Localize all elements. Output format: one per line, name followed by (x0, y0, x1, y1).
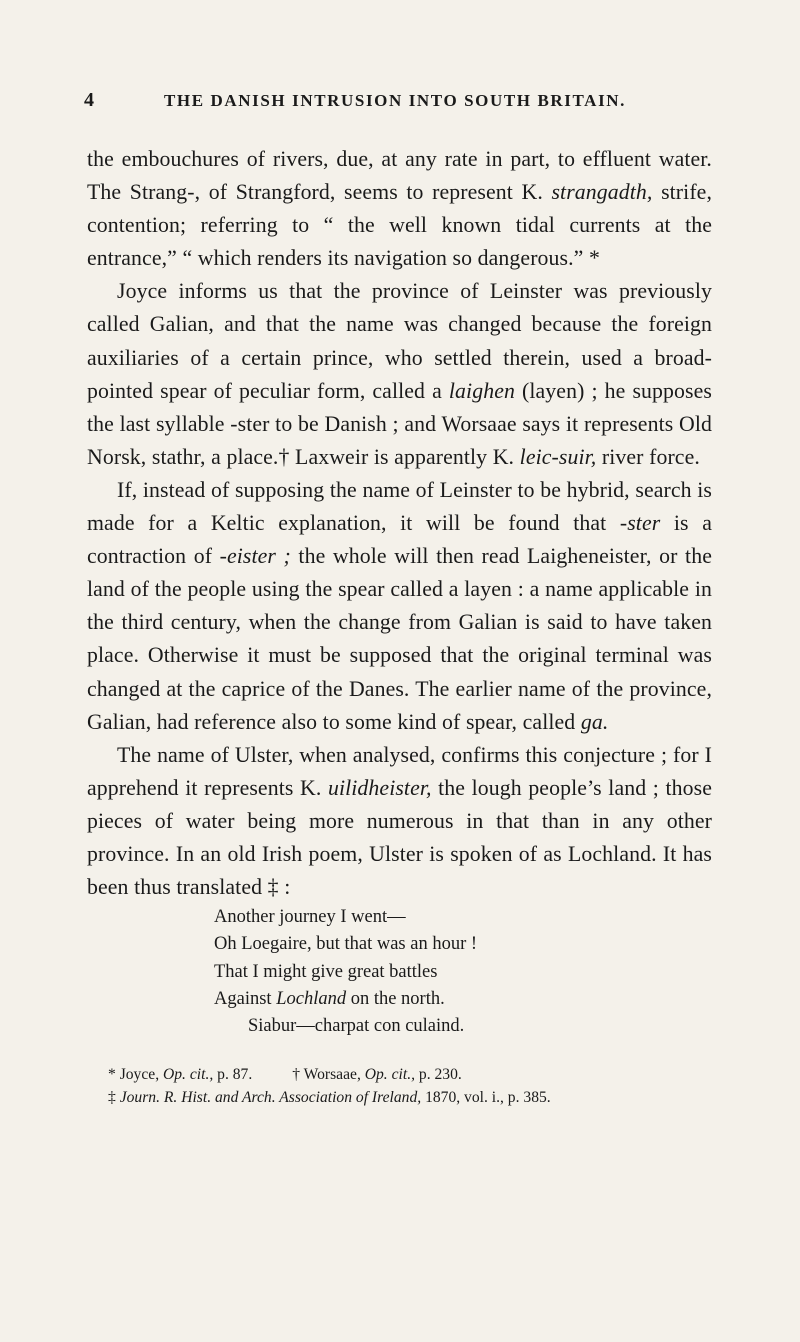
p1-italic-strangadth: strangadth, (551, 180, 653, 205)
footnote-1 (108, 1066, 252, 1083)
p2-text-a: Joyce informs us that the province of Leinster was previously called Galian, and that the name was changed because the foreign auxiliaries of a certain prince, who settled therein, used a broad-pointed spear of peculiar form, called a (87, 279, 712, 403)
footnote-1-mark: * (108, 1066, 116, 1083)
verse-line-4 (214, 986, 714, 1013)
verse-line-4-c: on the north. (346, 988, 445, 1009)
p3-italic-ster: -ster (619, 511, 661, 536)
p1-text-a: the embouchures of rivers, due, at any rate in part, to effluent water. The Strang-, of Strangford, seems to represent K. (87, 147, 712, 205)
footnote-1-author: Joyce, (115, 1066, 163, 1083)
body-text (87, 143, 712, 904)
paragraph-4 (87, 739, 712, 904)
footnote-1-page: p. 87. (213, 1066, 253, 1083)
footnote-2-citation: Op. cit., (364, 1066, 415, 1083)
p2-italic-laighen: laighen (448, 378, 515, 403)
running-head: THE DANISH INTRUSION INTO SOUTH BRITAIN. (163, 91, 627, 110)
poem-quotation (214, 904, 714, 1040)
footnote-3-journal: Journ. R. Hist. and Arch. Association of Ireland, (115, 1089, 422, 1106)
verse-line-5: Siabur—charpat con culaind. (248, 1016, 465, 1037)
p3-italic-ga: ga. (580, 709, 609, 734)
paragraph-1 (87, 143, 712, 275)
page-number: 4 (84, 89, 94, 111)
paragraph-2 (87, 275, 712, 474)
footnote-3-rest: 1870, vol. i., p. 385. (421, 1089, 551, 1106)
p2-text-c: (layen) ; he supposes the last syllable -ster to be Danish ; and Worsaae says it represents Old Norsk, stathr, a place.† Laxweir is apparently K. (87, 378, 712, 469)
footnote-2-mark: † (292, 1066, 301, 1083)
verse-line-4-a: Against (214, 988, 277, 1009)
footnote-2-page: p. 230. (415, 1066, 462, 1083)
footnote-2-author: Worsaae, (300, 1066, 365, 1083)
verse-line-3: That I might give great battles (214, 961, 438, 982)
verse-line-1: Another journey I went— (214, 907, 406, 927)
footnote-row-2 (108, 1086, 728, 1109)
footnote-2 (292, 1066, 462, 1083)
footnote-3-mark: ‡ (108, 1089, 116, 1106)
p2-italic-leic-suir: leic-suir, (519, 444, 597, 469)
footnote-3 (108, 1089, 551, 1106)
p1-text-c: strife, contention; referring to “ the well known tidal currents at the entrance,” “ which renders its navigation so dangerous.” * (87, 180, 712, 271)
p3-italic-eister: -eister ; (219, 544, 291, 569)
footnote-1-citation: Op. cit., (163, 1066, 214, 1083)
paragraph-3 (87, 474, 712, 739)
p4-text-c: the lough people’s land ; those pieces of water being more numerous in that than in any other province. In an old Irish poem, Ulster is spoken of as Lochland. It has been thus translated ‡ : (87, 775, 713, 900)
p3-text-c: is a contraction of (87, 511, 712, 569)
p4-text-a: The name of Ulster, when analysed, confirms this conjecture ; for I apprehend it represents K. (87, 742, 712, 800)
p2-text-e: river force. (596, 444, 700, 469)
verse-line-2: Oh Loegaire, but that was an hour ! (214, 934, 478, 955)
footnote-row-1 (108, 1063, 728, 1086)
p3-text-a: If, instead of supposing the name of Leinster to be hybrid, search is made for a Keltic explanation, it will be found that (87, 477, 712, 536)
p3-text-e: the whole will then read Laigheneister, or the land of the people using the spear called a layen : a name applicable in the third century, when the change from Galian is said to have taken place. Otherwise it must be supposed that the original terminal was changed at the caprice of the Danes. The earlier name of the province, Galian, had reference also to some kind of spear, called (87, 544, 712, 734)
verse-italic-lochland: Lochland (276, 988, 347, 1009)
p4-italic-uilidheister: uilidheister, (327, 775, 432, 800)
footnotes (108, 1063, 728, 1109)
